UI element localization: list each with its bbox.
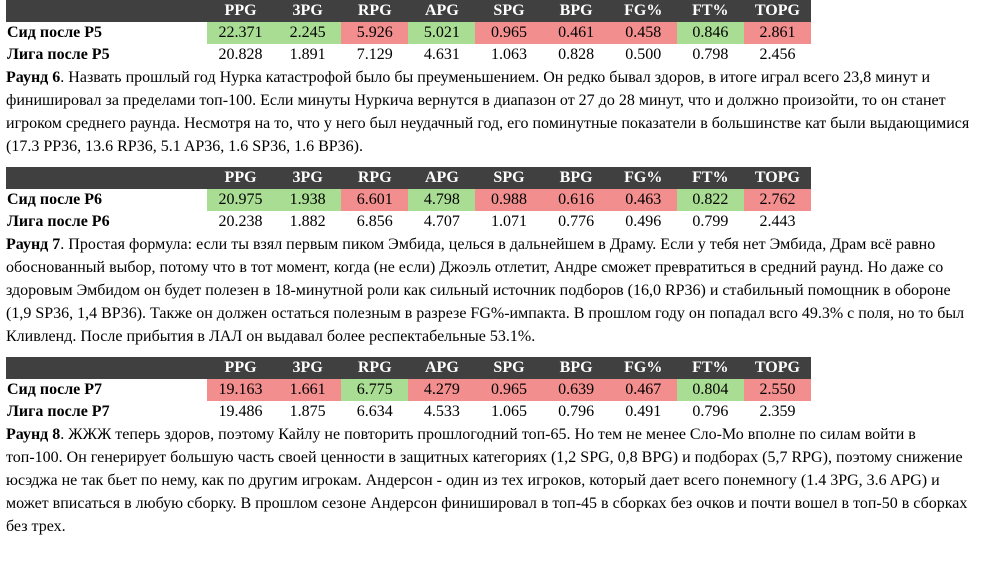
- stat-cell: 5.021: [408, 22, 475, 44]
- header-cell: TOPG: [744, 167, 811, 189]
- stat-cell: 1.875: [274, 401, 341, 423]
- stat-cell: 1.661: [274, 379, 341, 401]
- stat-cell: 0.467: [610, 379, 677, 401]
- stat-cell: 20.238: [207, 211, 274, 233]
- stat-cell: 2.550: [744, 379, 811, 401]
- header-cell: APG: [408, 167, 475, 189]
- stat-cell: 1.882: [274, 211, 341, 233]
- stat-cell: 0.461: [543, 22, 610, 44]
- stat-cell: 0.491: [610, 401, 677, 423]
- stat-cell: 19.486: [207, 401, 274, 423]
- table-row: [6, 401, 811, 423]
- header-cell: RPG: [341, 357, 408, 379]
- stat-cell: 0.616: [543, 189, 610, 211]
- paragraph-text: . Назвать прошлый год Нурка катастрофой было бы преуменьшением. Он редко бывал здоров, в итоге играл всего 23,8 минут и финишировал за пределами топ-100. Если минуты Нуркича вернутся в диапазон от 27 до 28 минут, что и должно произойти, то он станет игроком среднего раунда. Несмотря на то, что у него был неудачный год, его поминутные показатели в большинстве кат были выдающимися (17.3 PP36, 13.6 RP36, 5.1 AP36, 1.6 SP36, 1.6 BP36).: [6, 69, 970, 155]
- paragraph-round-7: [6, 233, 976, 348]
- row-label: Сид после Р5: [7, 24, 103, 41]
- stat-cell: 0.496: [610, 211, 677, 233]
- header-cell: PPG: [207, 167, 274, 189]
- stat-cell: 0.965: [475, 379, 542, 401]
- paragraph-round-6: [6, 66, 976, 158]
- stat-cell: 1.065: [475, 401, 542, 423]
- stat-cell: 0.965: [475, 22, 542, 44]
- header-cell: BPG: [543, 167, 610, 189]
- header-cell: PPG: [207, 0, 274, 22]
- stat-cell: 0.796: [677, 401, 744, 423]
- round-heading: Раунд 7: [6, 236, 61, 253]
- paragraph-text: . Простая формула: если ты взял первым пиком Эмбида, целься в дальнейшем в Драму. Если у тебя нет Эмбида, Драм всё равно обоснованный выбор, потому что в тот момент, когда (не если) Джоэль отлетит, Андре сможет превратиться в средний раунд. Но даже со здоровым Эмбидом он будет полезен в 18-минутной роли как сильный источник подборов (16,0 RP36) и стабильный помощник в обороне (1,9 SP36, 1,4 BP36). Также он должен остаться полезным в разрезе FG%-импакта. В прошлом году он попадал всго 49.3% с поля, но то был Кливленд. После прибытия в ЛАЛ он выдавал более респектабельные 53.1%.: [6, 236, 965, 345]
- stat-cell: 0.463: [610, 189, 677, 211]
- header-cell: FT%: [677, 0, 744, 22]
- stat-cell: 0.500: [610, 44, 677, 66]
- header-cell: 3PG: [274, 357, 341, 379]
- round-heading: Раунд 8: [6, 426, 61, 443]
- stat-cell: 4.798: [408, 189, 475, 211]
- header-cell: TOPG: [744, 0, 811, 22]
- stat-cell: 20.828: [207, 44, 274, 66]
- header-cell: PPG: [207, 357, 274, 379]
- paragraph-text: . ЖЖЖ теперь здоров, поэтому Кайлу не повторить прошлогодний топ-65. Но тем не менее Сло-Мо вполне по силам войти в топ-100. Он генерирует большую часть своей ценности в защитных категориях (1,2 SPG, 0,8 BPG) и подборах (5,7 RPG), поэтому снижение юсэджа не так бьет по нему, как по другим игрокам. Андерсон - один из тех игроков, который дает всего понемногу (1.4 3PG, 3.6 APG) и может вписаться в любую сборку. В прошлом сезоне Андерсон финишировал в топ-45 в сборках без очков и почти вошел в топ-50 в сборках без трех.: [6, 426, 968, 535]
- stat-cell: 7.129: [341, 44, 408, 66]
- header-cell-blank: [6, 357, 207, 379]
- table-row: [6, 44, 811, 66]
- stat-cell: 2.245: [274, 22, 341, 44]
- stat-cell: 0.846: [677, 22, 744, 44]
- table-row: [6, 189, 811, 211]
- stat-cell: 1.891: [274, 44, 341, 66]
- stat-cell: 4.707: [408, 211, 475, 233]
- stat-cell: 4.533: [408, 401, 475, 423]
- stats-table-round-7: [6, 357, 811, 423]
- header-cell: 3PG: [274, 167, 341, 189]
- block-gap: [6, 348, 981, 357]
- stat-cell: 5.926: [341, 22, 408, 44]
- stat-cell: 2.456: [744, 44, 811, 66]
- stat-cell: 0.798: [677, 44, 744, 66]
- stat-cell: 2.861: [744, 22, 811, 44]
- stat-cell: 0.988: [475, 189, 542, 211]
- stat-cell: 19.163: [207, 379, 274, 401]
- stat-cell: 4.631: [408, 44, 475, 66]
- header-cell: FT%: [677, 357, 744, 379]
- stat-cell: 6.856: [341, 211, 408, 233]
- table-header-row: [6, 0, 811, 22]
- header-cell: FG%: [610, 167, 677, 189]
- stat-cell: 0.828: [543, 44, 610, 66]
- table-row: [6, 379, 811, 401]
- header-cell: APG: [408, 0, 475, 22]
- table-row: [6, 22, 811, 44]
- header-cell: APG: [408, 357, 475, 379]
- stat-cell: 0.458: [610, 22, 677, 44]
- header-cell: BPG: [543, 0, 610, 22]
- header-cell: SPG: [475, 357, 542, 379]
- stat-cell: 0.822: [677, 189, 744, 211]
- stat-cell: 6.634: [341, 401, 408, 423]
- row-label: Лига после Р6: [7, 213, 110, 230]
- stat-cell: 1.938: [274, 189, 341, 211]
- round-heading: Раунд 6: [6, 69, 61, 86]
- table-header-row: [6, 357, 811, 379]
- header-cell-blank: [6, 0, 207, 22]
- stat-cell: 2.443: [744, 211, 811, 233]
- stat-cell: 2.359: [744, 401, 811, 423]
- stat-cell: 0.639: [543, 379, 610, 401]
- stat-cell: 1.063: [475, 44, 542, 66]
- stat-cell: 20.975: [207, 189, 274, 211]
- stat-cell: 0.776: [543, 211, 610, 233]
- row-label: Сид после Р6: [7, 191, 103, 208]
- header-cell: TOPG: [744, 357, 811, 379]
- stat-cell: 4.279: [408, 379, 475, 401]
- stat-cell: 22.371: [207, 22, 274, 44]
- stat-cell: 1.071: [475, 211, 542, 233]
- header-cell: FT%: [677, 167, 744, 189]
- header-cell: FG%: [610, 357, 677, 379]
- stat-cell: 0.796: [543, 401, 610, 423]
- header-cell: SPG: [475, 167, 542, 189]
- header-cell: 3PG: [274, 0, 341, 22]
- block-gap: [6, 158, 981, 167]
- header-cell: RPG: [341, 0, 408, 22]
- header-cell: RPG: [341, 167, 408, 189]
- stat-cell: 6.775: [341, 379, 408, 401]
- table-row: [6, 211, 811, 233]
- stat-cell: 0.799: [677, 211, 744, 233]
- header-cell: BPG: [543, 357, 610, 379]
- row-label: Лига после Р7: [7, 403, 110, 420]
- header-cell: SPG: [475, 0, 542, 22]
- table-header-row: [6, 167, 811, 189]
- row-label: Лига после Р5: [7, 46, 110, 63]
- header-cell-blank: [6, 167, 207, 189]
- stat-cell: 6.601: [341, 189, 408, 211]
- stat-cell: 2.762: [744, 189, 811, 211]
- row-label: Сид после Р7: [7, 381, 103, 398]
- header-cell: FG%: [610, 0, 677, 22]
- stats-table-round-6: [6, 167, 811, 233]
- stat-cell: 0.804: [677, 379, 744, 401]
- paragraph-round-8: [6, 423, 976, 538]
- stats-table-round-5: [6, 0, 811, 66]
